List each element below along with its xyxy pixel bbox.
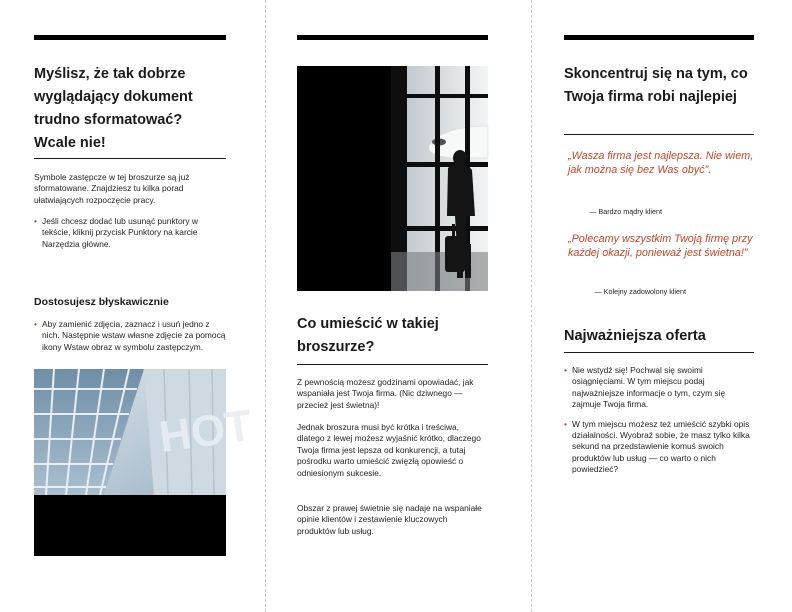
intro-text: Symbole zastępcze w tej broszurze są już sformatowane. Znajdziesz tu kilka porad ułatwiających rozpoczęcie pracy. bbox=[34, 172, 190, 205]
testimonial-author: — Kolejny zadowolony klient bbox=[594, 287, 686, 296]
list-item: • W tym miejscu możesz też umieścić szybki opis działalności. Wyobraź sobie, że masz tylko kilka sekund na przedstawienie komuś swoich produktów lub usług — co warto o nich powiedzieć? bbox=[564, 419, 754, 476]
body-paragraph: Obszar z prawej świetnie się nadaje na wspaniałe opinie klientów i zestawienie kluczowych produktów lub usług. bbox=[297, 503, 482, 536]
hotel-photo-icon bbox=[34, 369, 256, 556]
panel-middle bbox=[297, 0, 488, 612]
heading-rule bbox=[34, 158, 226, 159]
airport-photo[interactable] bbox=[297, 66, 488, 291]
testimonial-quote: „Wasza firma jest najlepsza. Nie wiem, jak można się bez Was obyć”. bbox=[568, 150, 754, 177]
airport-traveler-photo-icon bbox=[297, 66, 488, 291]
body-paragraph: Jednak broszura musi być krótka i treściwa, dlatego z lewej możesz wyjaśnić krótko, dlaczego Twoja firma jest lepsza od konkurencji, a tutaj pośrodku warto umieścić zwięzłą opowieść o odniesionym sukcesie. bbox=[297, 422, 481, 478]
customize-subhead: Dostosujesz błyskawicznie bbox=[34, 296, 169, 308]
panel-left-heading: Myślisz, że tak dobrze wyglądający dokument trudno sformatować? Wcale nie! bbox=[34, 66, 193, 151]
fold-line-right bbox=[531, 0, 532, 612]
panel-left bbox=[34, 0, 256, 612]
testimonial-quote: „Polecamy wszystkim Twoją firmę przy każdej okazji, ponieważ jest świetna!” bbox=[568, 233, 753, 260]
body-paragraph: Z pewnością możesz godzinami opowiadać, jak wspaniała jest Twoja firma. (Nic dziwnego — przecież jest świetna)! bbox=[297, 377, 474, 410]
offer-heading: Najważniejsza oferta bbox=[564, 328, 706, 344]
panel-right-heading: Skoncentruj się na tym, co Twoja firma robi najlepiej bbox=[564, 66, 748, 105]
panel-top-bar bbox=[564, 35, 754, 40]
hotel-photo[interactable] bbox=[34, 369, 256, 556]
panel-top-bar bbox=[297, 35, 488, 40]
testimonial-author: — Bardzo mądry klient bbox=[589, 207, 662, 216]
panel-top-bar bbox=[34, 35, 226, 40]
svg-text:HOT: HOT bbox=[156, 400, 256, 463]
list-item: • Jeśli chcesz dodać lub usunąć punktory w tekście, kliknij przycisk Punktory na karcie Narzędzia główne. bbox=[34, 216, 226, 250]
panel-right bbox=[564, 0, 754, 612]
panel-middle-heading: Co umieścić w takiej broszurze? bbox=[297, 316, 439, 355]
fold-line-left bbox=[265, 0, 266, 612]
tips-list bbox=[34, 216, 226, 250]
heading-rule bbox=[297, 364, 488, 365]
offer-list bbox=[564, 365, 754, 476]
list-item: • Nie wstydź się! Pochwal się swoimi osiągnięciami. W tym miejscu podaj najważniejsze informacje o tym, czym się zajmuje Twoja firma. bbox=[564, 365, 754, 411]
list-item: • Aby zamienić zdjęcia, zaznacz i usuń jedno z nich. Następnie wstaw własne zdjęcie za pomocą ikony Wstaw obraz w symbolu zastępczym. bbox=[34, 319, 226, 353]
heading-rule bbox=[564, 352, 754, 353]
heading-rule bbox=[564, 134, 754, 135]
customize-list bbox=[34, 319, 226, 353]
